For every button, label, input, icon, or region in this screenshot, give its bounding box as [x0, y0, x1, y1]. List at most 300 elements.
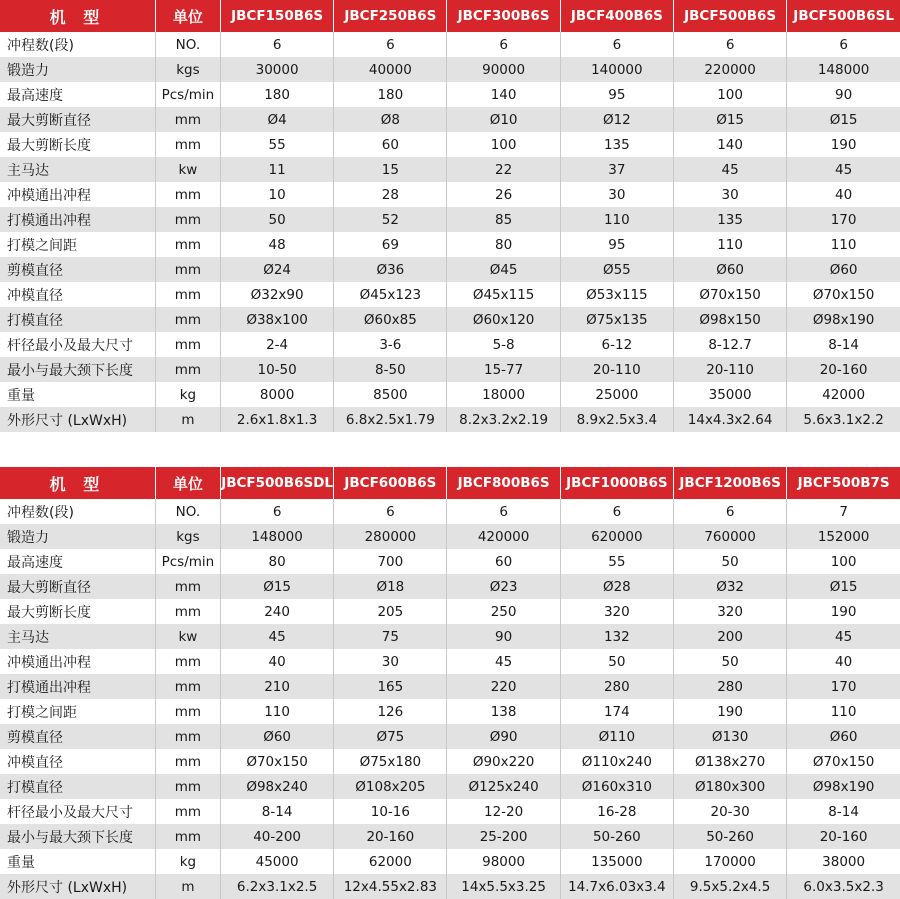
value-cell: 42000 — [787, 382, 900, 407]
value-cell: 700 — [334, 549, 447, 574]
unit-cell: mm — [155, 724, 220, 749]
value-cell: 98000 — [447, 849, 560, 874]
value-cell: Ø90 — [447, 724, 560, 749]
value-cell: 18000 — [447, 382, 560, 407]
value-cell: 25000 — [560, 382, 673, 407]
value-cell: Ø98x240 — [220, 774, 333, 799]
param-label: 最大剪断直径 — [0, 574, 155, 599]
value-cell: 174 — [560, 699, 673, 724]
value-cell: 110 — [787, 699, 900, 724]
table-row — [0, 282, 900, 307]
table-row — [0, 849, 900, 874]
value-cell: 140000 — [560, 57, 673, 82]
value-cell: 6 — [787, 32, 900, 57]
value-cell: 8-14 — [787, 799, 900, 824]
param-label: 剪模直径 — [0, 257, 155, 282]
value-cell: 20-30 — [673, 799, 786, 824]
value-cell: 11 — [220, 157, 333, 182]
value-cell: 20-110 — [560, 357, 673, 382]
unit-cell: mm — [155, 699, 220, 724]
value-cell: Ø98x150 — [673, 307, 786, 332]
value-cell: 8-14 — [220, 799, 333, 824]
unit-cell: mm — [155, 182, 220, 207]
value-cell: 170000 — [673, 849, 786, 874]
unit-cell: mm — [155, 799, 220, 824]
value-cell: 85 — [447, 207, 560, 232]
value-cell: 40000 — [334, 57, 447, 82]
table-row — [0, 774, 900, 799]
value-cell: Ø125x240 — [447, 774, 560, 799]
value-cell: Ø98x190 — [787, 307, 900, 332]
value-cell: 420000 — [447, 524, 560, 549]
value-cell: 45 — [220, 624, 333, 649]
value-cell: 110 — [787, 232, 900, 257]
value-cell: 140 — [673, 132, 786, 157]
param-label: 主马达 — [0, 624, 155, 649]
table-row — [0, 307, 900, 332]
param-label: 打模直径 — [0, 307, 155, 332]
value-cell: Ø75 — [334, 724, 447, 749]
value-cell: 90 — [787, 82, 900, 107]
value-cell: 40 — [787, 182, 900, 207]
value-cell: Ø60 — [787, 724, 900, 749]
unit-cell: mm — [155, 824, 220, 849]
unit-cell: mm — [155, 674, 220, 699]
value-cell: 12x4.55x2.83 — [334, 874, 447, 899]
value-cell: 55 — [220, 132, 333, 157]
value-cell: 320 — [560, 599, 673, 624]
header-machine-type: 机 型 — [0, 0, 155, 32]
value-cell: Ø98x190 — [787, 774, 900, 799]
value-cell: 280000 — [334, 524, 447, 549]
value-cell: 180 — [334, 82, 447, 107]
value-cell: 5.6x3.1x2.2 — [787, 407, 900, 432]
value-cell: 165 — [334, 674, 447, 699]
value-cell: 50 — [673, 649, 786, 674]
value-cell: Ø75x135 — [560, 307, 673, 332]
value-cell: Ø60x120 — [447, 307, 560, 332]
value-cell: 140 — [447, 82, 560, 107]
value-cell: 35000 — [673, 382, 786, 407]
value-cell: Ø38x100 — [220, 307, 333, 332]
param-label: 打模通出冲程 — [0, 674, 155, 699]
spec-table-1 — [0, 0, 900, 432]
param-label: 最大剪断长度 — [0, 132, 155, 157]
value-cell: 60 — [447, 549, 560, 574]
table-row — [0, 407, 900, 432]
value-cell: 28 — [334, 182, 447, 207]
unit-cell: mm — [155, 132, 220, 157]
table-row — [0, 624, 900, 649]
value-cell: 132 — [560, 624, 673, 649]
value-cell: 20-160 — [334, 824, 447, 849]
value-cell: 6 — [560, 499, 673, 524]
unit-cell: Pcs/min — [155, 549, 220, 574]
value-cell: Ø70x150 — [220, 749, 333, 774]
value-cell: 45000 — [220, 849, 333, 874]
spec-table-2 — [0, 467, 900, 899]
value-cell: Ø36 — [334, 257, 447, 282]
value-cell: 80 — [220, 549, 333, 574]
unit-cell: kg — [155, 382, 220, 407]
value-cell: 190 — [673, 699, 786, 724]
value-cell: Ø53x115 — [560, 282, 673, 307]
value-cell: 52 — [334, 207, 447, 232]
table-row — [0, 799, 900, 824]
value-cell: Ø32x90 — [220, 282, 333, 307]
value-cell: 90 — [447, 624, 560, 649]
value-cell: 50-260 — [673, 824, 786, 849]
table-row — [0, 499, 900, 524]
table-row — [0, 57, 900, 82]
value-cell: Ø130 — [673, 724, 786, 749]
header-model: JBCF500B6S — [673, 0, 786, 32]
value-cell: 10-16 — [334, 799, 447, 824]
param-label: 锻造力 — [0, 57, 155, 82]
value-cell: 190 — [787, 599, 900, 624]
param-label: 最大剪断长度 — [0, 599, 155, 624]
unit-cell: m — [155, 874, 220, 899]
value-cell: 38000 — [787, 849, 900, 874]
param-label: 冲模通出冲程 — [0, 182, 155, 207]
value-cell: 7 — [787, 499, 900, 524]
header-model: JBCF800B6S — [447, 467, 560, 499]
value-cell: 6-12 — [560, 332, 673, 357]
value-cell: Ø60 — [673, 257, 786, 282]
value-cell: 6 — [673, 499, 786, 524]
unit-cell: kgs — [155, 524, 220, 549]
value-cell: Ø18 — [334, 574, 447, 599]
unit-cell: NO. — [155, 32, 220, 57]
unit-cell: mm — [155, 232, 220, 257]
value-cell: 15 — [334, 157, 447, 182]
value-cell: 6.0x3.5x2.3 — [787, 874, 900, 899]
param-label: 外形尺寸 (LxWxH) — [0, 407, 155, 432]
param-label: 打模之间距 — [0, 232, 155, 257]
unit-cell: mm — [155, 107, 220, 132]
value-cell: 280 — [673, 674, 786, 699]
table-row — [0, 749, 900, 774]
header-model: JBCF150B6S — [220, 0, 333, 32]
value-cell: 8000 — [220, 382, 333, 407]
value-cell: Ø15 — [787, 107, 900, 132]
value-cell: 30 — [334, 649, 447, 674]
table-row — [0, 132, 900, 157]
value-cell: Ø138x270 — [673, 749, 786, 774]
value-cell: Ø45 — [447, 257, 560, 282]
table-row — [0, 207, 900, 232]
table-row — [0, 357, 900, 382]
value-cell: 40 — [787, 649, 900, 674]
table-row — [0, 599, 900, 624]
value-cell: 26 — [447, 182, 560, 207]
value-cell: Ø15 — [673, 107, 786, 132]
table-row — [0, 574, 900, 599]
value-cell: 6 — [560, 32, 673, 57]
value-cell: 90000 — [447, 57, 560, 82]
table-row — [0, 82, 900, 107]
param-label: 冲模通出冲程 — [0, 649, 155, 674]
header-row — [0, 467, 900, 499]
value-cell: 20-110 — [673, 357, 786, 382]
unit-cell: mm — [155, 774, 220, 799]
unit-cell: mm — [155, 257, 220, 282]
value-cell: 14x4.3x2.64 — [673, 407, 786, 432]
value-cell: 10 — [220, 182, 333, 207]
unit-cell: kw — [155, 624, 220, 649]
value-cell: 135 — [673, 207, 786, 232]
value-cell: 6 — [334, 32, 447, 57]
value-cell: 5-8 — [447, 332, 560, 357]
param-label: 最小与最大颈下长度 — [0, 824, 155, 849]
param-label: 最高速度 — [0, 82, 155, 107]
table-row — [0, 699, 900, 724]
value-cell: Ø45x123 — [334, 282, 447, 307]
value-cell: 100 — [787, 549, 900, 574]
value-cell: 6 — [334, 499, 447, 524]
value-cell: Ø70x150 — [787, 282, 900, 307]
table-row — [0, 874, 900, 899]
value-cell: 20-160 — [787, 357, 900, 382]
value-cell: 126 — [334, 699, 447, 724]
value-cell: 10-50 — [220, 357, 333, 382]
value-cell: Ø23 — [447, 574, 560, 599]
value-cell: 6.8x2.5x1.79 — [334, 407, 447, 432]
param-label: 打模通出冲程 — [0, 207, 155, 232]
header-model: JBCF500B6SDL — [220, 467, 333, 499]
table-row — [0, 107, 900, 132]
value-cell: 280 — [560, 674, 673, 699]
value-cell: 3-6 — [334, 332, 447, 357]
header-row — [0, 0, 900, 32]
value-cell: 69 — [334, 232, 447, 257]
param-label: 主马达 — [0, 157, 155, 182]
param-label: 最高速度 — [0, 549, 155, 574]
value-cell: 2.6x1.8x1.3 — [220, 407, 333, 432]
table-gap — [0, 432, 900, 467]
unit-cell: mm — [155, 282, 220, 307]
param-label: 冲模直径 — [0, 749, 155, 774]
value-cell: 170 — [787, 674, 900, 699]
unit-cell: kgs — [155, 57, 220, 82]
table-row — [0, 524, 900, 549]
value-cell: 20-160 — [787, 824, 900, 849]
param-label: 重量 — [0, 382, 155, 407]
value-cell: 80 — [447, 232, 560, 257]
value-cell: 205 — [334, 599, 447, 624]
unit-cell: kw — [155, 157, 220, 182]
value-cell: 14x5.5x3.25 — [447, 874, 560, 899]
param-label: 剪模直径 — [0, 724, 155, 749]
value-cell: 8500 — [334, 382, 447, 407]
value-cell: 50 — [220, 207, 333, 232]
param-label: 重量 — [0, 849, 155, 874]
value-cell: 210 — [220, 674, 333, 699]
value-cell: Ø70x150 — [673, 282, 786, 307]
table-row — [0, 182, 900, 207]
value-cell: 50-260 — [560, 824, 673, 849]
header-unit: 单位 — [155, 0, 220, 32]
value-cell: 15-77 — [447, 357, 560, 382]
value-cell: 14.7x6.03x3.4 — [560, 874, 673, 899]
unit-cell: mm — [155, 332, 220, 357]
table-row — [0, 382, 900, 407]
header-model: JBCF600B6S — [334, 467, 447, 499]
value-cell: 200 — [673, 624, 786, 649]
value-cell: 48 — [220, 232, 333, 257]
value-cell: 45 — [447, 649, 560, 674]
table-row — [0, 649, 900, 674]
value-cell: 220 — [447, 674, 560, 699]
value-cell: Ø4 — [220, 107, 333, 132]
value-cell: Ø180x300 — [673, 774, 786, 799]
value-cell: 620000 — [560, 524, 673, 549]
value-cell: Ø110x240 — [560, 749, 673, 774]
value-cell: 8.9x2.5x3.4 — [560, 407, 673, 432]
value-cell: Ø108x205 — [334, 774, 447, 799]
value-cell: Ø45x115 — [447, 282, 560, 307]
value-cell: Ø55 — [560, 257, 673, 282]
unit-cell: mm — [155, 649, 220, 674]
value-cell: 45 — [787, 624, 900, 649]
header-model: JBCF300B6S — [447, 0, 560, 32]
value-cell: 6 — [220, 499, 333, 524]
table-row — [0, 32, 900, 57]
value-cell: Ø15 — [220, 574, 333, 599]
value-cell: 190 — [787, 132, 900, 157]
unit-cell: mm — [155, 599, 220, 624]
unit-cell: NO. — [155, 499, 220, 524]
value-cell: 95 — [560, 232, 673, 257]
value-cell: 8-50 — [334, 357, 447, 382]
header-model: JBCF1200B6S — [673, 467, 786, 499]
value-cell: 30 — [673, 182, 786, 207]
value-cell: 62000 — [334, 849, 447, 874]
header-model: JBCF500B7S — [787, 467, 900, 499]
value-cell: 138 — [447, 699, 560, 724]
value-cell: Ø75x180 — [334, 749, 447, 774]
param-label: 打模直径 — [0, 774, 155, 799]
value-cell: 152000 — [787, 524, 900, 549]
value-cell: 37 — [560, 157, 673, 182]
value-cell: 220000 — [673, 57, 786, 82]
value-cell: 250 — [447, 599, 560, 624]
value-cell: 6 — [673, 32, 786, 57]
unit-cell: Pcs/min — [155, 82, 220, 107]
value-cell: 75 — [334, 624, 447, 649]
table-row — [0, 332, 900, 357]
header-machine-type: 机 型 — [0, 467, 155, 499]
value-cell: 9.5x5.2x4.5 — [673, 874, 786, 899]
unit-cell: kg — [155, 849, 220, 874]
param-label: 冲程数(段) — [0, 32, 155, 57]
value-cell: Ø28 — [560, 574, 673, 599]
value-cell: 50 — [560, 649, 673, 674]
param-label: 杆径最小及最大尺寸 — [0, 332, 155, 357]
value-cell: 60 — [334, 132, 447, 157]
value-cell: Ø110 — [560, 724, 673, 749]
unit-cell: m — [155, 407, 220, 432]
value-cell: 6.2x3.1x2.5 — [220, 874, 333, 899]
value-cell: Ø12 — [560, 107, 673, 132]
value-cell: 8-14 — [787, 332, 900, 357]
unit-cell: mm — [155, 207, 220, 232]
unit-cell: mm — [155, 357, 220, 382]
value-cell: 25-200 — [447, 824, 560, 849]
value-cell: 30 — [560, 182, 673, 207]
header-model: JBCF1000B6S — [560, 467, 673, 499]
value-cell: 30000 — [220, 57, 333, 82]
unit-cell: mm — [155, 574, 220, 599]
value-cell: 6 — [447, 32, 560, 57]
param-label: 冲模直径 — [0, 282, 155, 307]
value-cell: 148000 — [787, 57, 900, 82]
table-row — [0, 824, 900, 849]
header-model: JBCF500B6SL — [787, 0, 900, 32]
value-cell: Ø60x85 — [334, 307, 447, 332]
value-cell: Ø32 — [673, 574, 786, 599]
value-cell: 40 — [220, 649, 333, 674]
table-row — [0, 157, 900, 182]
value-cell: 8.2x3.2x2.19 — [447, 407, 560, 432]
param-label: 打模之间距 — [0, 699, 155, 724]
value-cell: 22 — [447, 157, 560, 182]
value-cell: 16-28 — [560, 799, 673, 824]
value-cell: Ø60 — [787, 257, 900, 282]
value-cell: Ø60 — [220, 724, 333, 749]
table-row — [0, 257, 900, 282]
table-row — [0, 674, 900, 699]
value-cell: 110 — [220, 699, 333, 724]
value-cell: 148000 — [220, 524, 333, 549]
param-label: 杆径最小及最大尺寸 — [0, 799, 155, 824]
param-label: 最小与最大颈下长度 — [0, 357, 155, 382]
value-cell: 95 — [560, 82, 673, 107]
value-cell: 240 — [220, 599, 333, 624]
value-cell: 180 — [220, 82, 333, 107]
value-cell: 760000 — [673, 524, 786, 549]
value-cell: 55 — [560, 549, 673, 574]
value-cell: 135 — [560, 132, 673, 157]
param-label: 冲程数(段) — [0, 499, 155, 524]
value-cell: 100 — [447, 132, 560, 157]
value-cell: 320 — [673, 599, 786, 624]
value-cell: Ø90x220 — [447, 749, 560, 774]
value-cell: 50 — [673, 549, 786, 574]
value-cell: 40-200 — [220, 824, 333, 849]
value-cell: 8-12.7 — [673, 332, 786, 357]
value-cell: 6 — [220, 32, 333, 57]
unit-cell: mm — [155, 749, 220, 774]
table-row — [0, 549, 900, 574]
value-cell: Ø24 — [220, 257, 333, 282]
header-unit: 单位 — [155, 467, 220, 499]
value-cell: 110 — [673, 232, 786, 257]
value-cell: Ø10 — [447, 107, 560, 132]
header-model: JBCF400B6S — [560, 0, 673, 32]
value-cell: 6 — [447, 499, 560, 524]
value-cell: 135000 — [560, 849, 673, 874]
value-cell: Ø160x310 — [560, 774, 673, 799]
value-cell: 12-20 — [447, 799, 560, 824]
value-cell: 2-4 — [220, 332, 333, 357]
value-cell: 100 — [673, 82, 786, 107]
param-label: 外形尺寸 (LxWxH) — [0, 874, 155, 899]
value-cell: Ø15 — [787, 574, 900, 599]
value-cell: 45 — [787, 157, 900, 182]
unit-cell: mm — [155, 307, 220, 332]
value-cell: 110 — [560, 207, 673, 232]
